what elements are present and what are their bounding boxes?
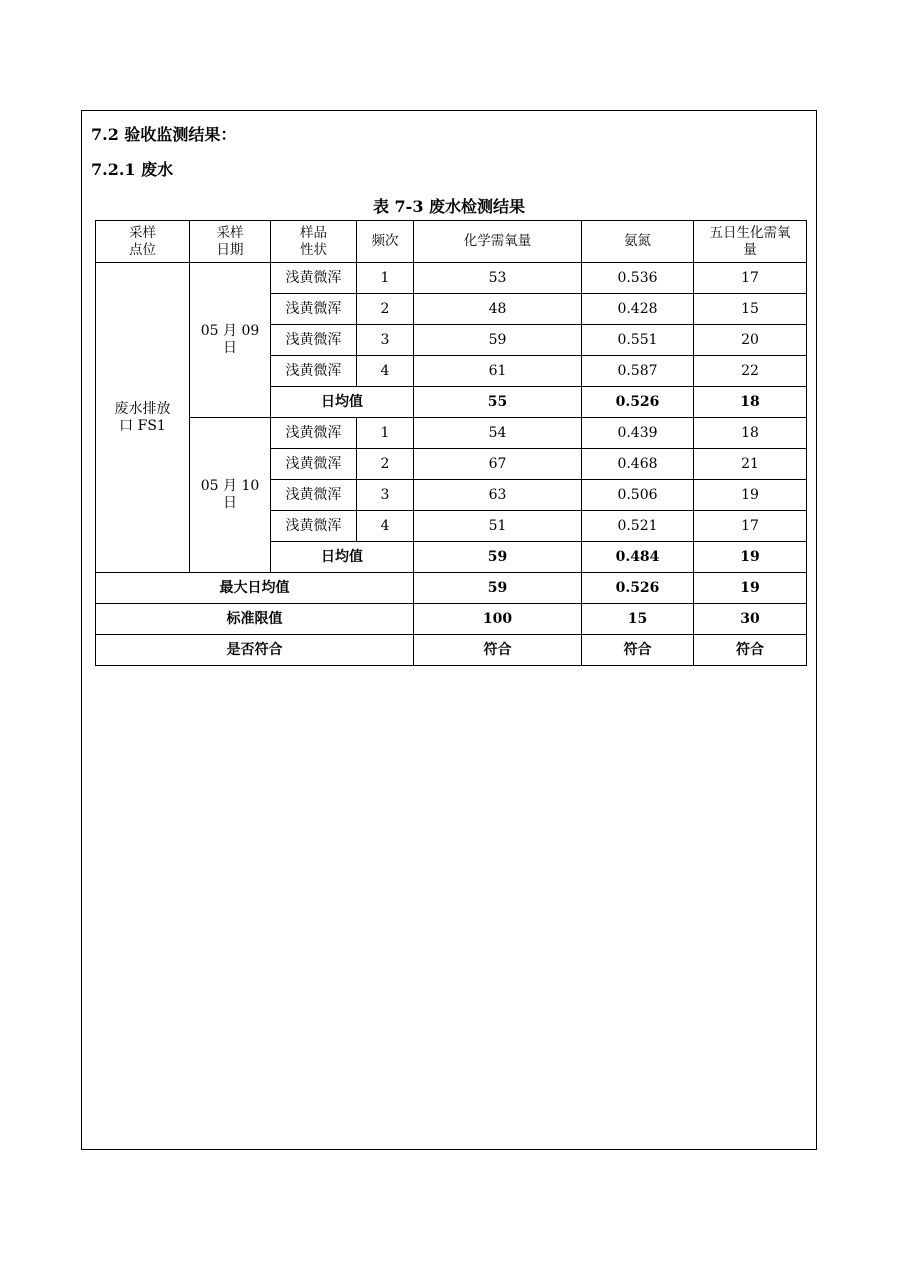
- summary-row: [96, 604, 807, 635]
- bod5-cell: 21: [694, 449, 807, 480]
- bod5-cell: 18: [694, 387, 807, 418]
- summary-label: 是否符合: [96, 635, 414, 666]
- site-cell: 废水排放 口 FS1: [96, 263, 190, 573]
- nature-cell: 浅黄微浑: [271, 449, 357, 480]
- cod-cell: 61: [414, 356, 582, 387]
- header-cod: 化学需氧量: [414, 221, 582, 263]
- summary-row: [96, 635, 807, 666]
- frequency-cell: 4: [357, 356, 414, 387]
- nature-cell: 浅黄微浑: [271, 263, 357, 294]
- table-row: [96, 418, 807, 449]
- cod-cell: 54: [414, 418, 582, 449]
- table-header-row: [96, 221, 807, 263]
- table-caption: 表 7-3 废水检测结果: [372, 197, 526, 216]
- bod5-cell: 17: [694, 263, 807, 294]
- nature-cell: 浅黄微浑: [271, 511, 357, 542]
- daily-average-label: 日均值: [271, 387, 414, 418]
- bod5-cell: 17: [694, 511, 807, 542]
- nature-cell: 浅黄微浑: [271, 325, 357, 356]
- bod5-cell: 30: [694, 604, 807, 635]
- header-date: 采样 日期: [190, 221, 271, 263]
- ammonia-cell: 0.536: [582, 263, 694, 294]
- subsection-title: 7.2.1 废水: [91, 160, 174, 179]
- frequency-cell: 1: [357, 263, 414, 294]
- cod-cell: 55: [414, 387, 582, 418]
- frequency-cell: 3: [357, 480, 414, 511]
- table-row: [96, 263, 807, 294]
- date-cell: 05 月 09 日: [190, 263, 271, 418]
- cod-cell: 59: [414, 325, 582, 356]
- cod-cell: 63: [414, 480, 582, 511]
- header-ammonia: 氨氮: [582, 221, 694, 263]
- ammonia-cell: 符合: [582, 635, 694, 666]
- cod-cell: 100: [414, 604, 582, 635]
- nature-cell: 浅黄微浑: [271, 418, 357, 449]
- bod5-cell: 18: [694, 418, 807, 449]
- cod-cell: 48: [414, 294, 582, 325]
- daily-average-label: 日均值: [271, 542, 414, 573]
- bod5-cell: 22: [694, 356, 807, 387]
- ammonia-cell: 0.551: [582, 325, 694, 356]
- frequency-cell: 3: [357, 325, 414, 356]
- nature-cell: 浅黄微浑: [271, 294, 357, 325]
- header-nature: 样品 性状: [271, 221, 357, 263]
- date-cell: 05 月 10 日: [190, 418, 271, 573]
- cod-cell: 59: [414, 542, 582, 573]
- bod5-cell: 符合: [694, 635, 807, 666]
- header-site: 采样 点位: [96, 221, 190, 263]
- ammonia-cell: 0.506: [582, 480, 694, 511]
- wastewater-results-table: [95, 220, 807, 666]
- ammonia-cell: 0.526: [582, 573, 694, 604]
- bod5-cell: 19: [694, 542, 807, 573]
- frequency-cell: 1: [357, 418, 414, 449]
- cod-cell: 53: [414, 263, 582, 294]
- nature-cell: 浅黄微浑: [271, 356, 357, 387]
- bod5-cell: 15: [694, 294, 807, 325]
- bod5-cell: 19: [694, 480, 807, 511]
- cod-cell: 59: [414, 573, 582, 604]
- ammonia-cell: 0.521: [582, 511, 694, 542]
- bod5-cell: 19: [694, 573, 807, 604]
- report-frame: [81, 110, 817, 1150]
- ammonia-cell: 0.484: [582, 542, 694, 573]
- ammonia-cell: 0.587: [582, 356, 694, 387]
- header-frequency: 频次: [357, 221, 414, 263]
- nature-cell: 浅黄微浑: [271, 480, 357, 511]
- ammonia-cell: 0.428: [582, 294, 694, 325]
- summary-label: 标准限值: [96, 604, 414, 635]
- header-bod5: 五日生化需氧 量: [694, 221, 807, 263]
- summary-row: [96, 573, 807, 604]
- summary-label: 最大日均值: [96, 573, 414, 604]
- ammonia-cell: 0.526: [582, 387, 694, 418]
- ammonia-cell: 0.439: [582, 418, 694, 449]
- cod-cell: 符合: [414, 635, 582, 666]
- section-title: 7.2 验收监测结果：: [91, 125, 237, 144]
- bod5-cell: 20: [694, 325, 807, 356]
- cod-cell: 51: [414, 511, 582, 542]
- ammonia-cell: 15: [582, 604, 694, 635]
- frequency-cell: 2: [357, 294, 414, 325]
- ammonia-cell: 0.468: [582, 449, 694, 480]
- frequency-cell: 4: [357, 511, 414, 542]
- frequency-cell: 2: [357, 449, 414, 480]
- cod-cell: 67: [414, 449, 582, 480]
